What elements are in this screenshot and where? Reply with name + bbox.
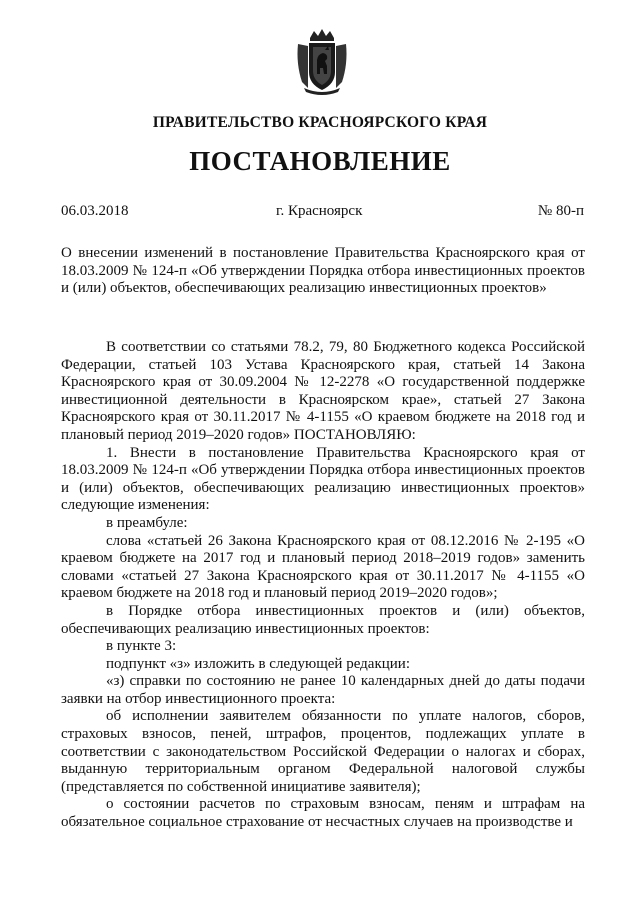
document-date: 06.03.2018 [61, 203, 129, 219]
paragraph-tax-obligations: об исполнении заявителем обязанности по уплате налогов, сборов, страховых взносов, пеней, штрафов, процентов, подлежащих уплате в соответствии с законодательством Российской Федерации о налогах и сборах, выданную территориальным органом Федеральной налоговой службы (представляется по собственной инициативе заявителя); [61, 708, 585, 795]
paragraph-certificates: «з) справки по состоянию не ранее 10 календарных дней до даты подачи заявки на отбор инвестиционного проекта: [61, 673, 585, 707]
krasnoyarsk-coat-of-arms-icon [294, 28, 350, 96]
document-title: ПОСТАНОВЛЕНИЕ [189, 146, 451, 176]
government-name: ПРАВИТЕЛЬСТВО КРАСНОЯРСКОГО КРАЯ [152, 114, 488, 131]
paragraph-subclause-z: подпункт «з» изложить в следующей редакции: [106, 655, 410, 672]
paragraph-item-1: 1. Внести в постановление Правительства Красноярского края от 18.03.2009 № 124-п «Об утверждении Порядка отбора инвестиционных проектов и (или) объектов, обеспечивающих реализацию инвестиционных проектов» следующие изменения: [61, 444, 585, 514]
paragraph-words-replace: слова «статьей 26 Закона Красноярского края от 08.12.2016 № 2-195 «О краевом бюджете на 2017 год и плановый период 2018–2019 годов» заменить словами «статьей 27 Закона Красноярского края от 30.11.2017 № 4-1155 «О краевом бюджете на 2018 год и плановый период 2019–2020 годов»; [61, 532, 585, 602]
paragraph-insurance: о состоянии расчетов по страховым взносам, пеням и штрафам на обязательное социальное страхование от несчастных случаев на производстве и [61, 796, 585, 831]
paragraph-clause-3: в пункте 3: [106, 638, 177, 655]
document-body [61, 339, 585, 832]
paragraph-basis: В соответствии со статьями 78.2, 79, 80 Бюджетного кодекса Российской Федерации, статьей 103 Устава Красноярского края, статьей 14 Закона Красноярского края от 30.09.2004 № 12-2278 «О государственной поддержке инвестиционной деятельности в Красноярском крае», статьей 27 Закона Красноярского края от 30.11.2017 № 4-1155 «О краевом бюджете на 2018 год и плановый период 2019–2020 годов» ПОСТАНОВЛЯЮ: [61, 339, 585, 443]
document-subject: О внесении изменений в постановление Правительства Красноярского края от 18.03.2009 № 124-п «Об утверждении Порядка отбора инвестиционных проектов и (или) объектов, обеспечивающих реализацию инвестиционных проектов» [61, 245, 585, 297]
document-number: № 80-п [537, 203, 584, 219]
paragraph-procedure: в Порядке отбора инвестиционных проектов и (или) объектов, обеспечивающих реализацию инвестиционных проектов: [61, 602, 585, 637]
paragraph-preamble: в преамбуле: [106, 514, 188, 531]
document-city: г. Красноярск [276, 203, 363, 219]
